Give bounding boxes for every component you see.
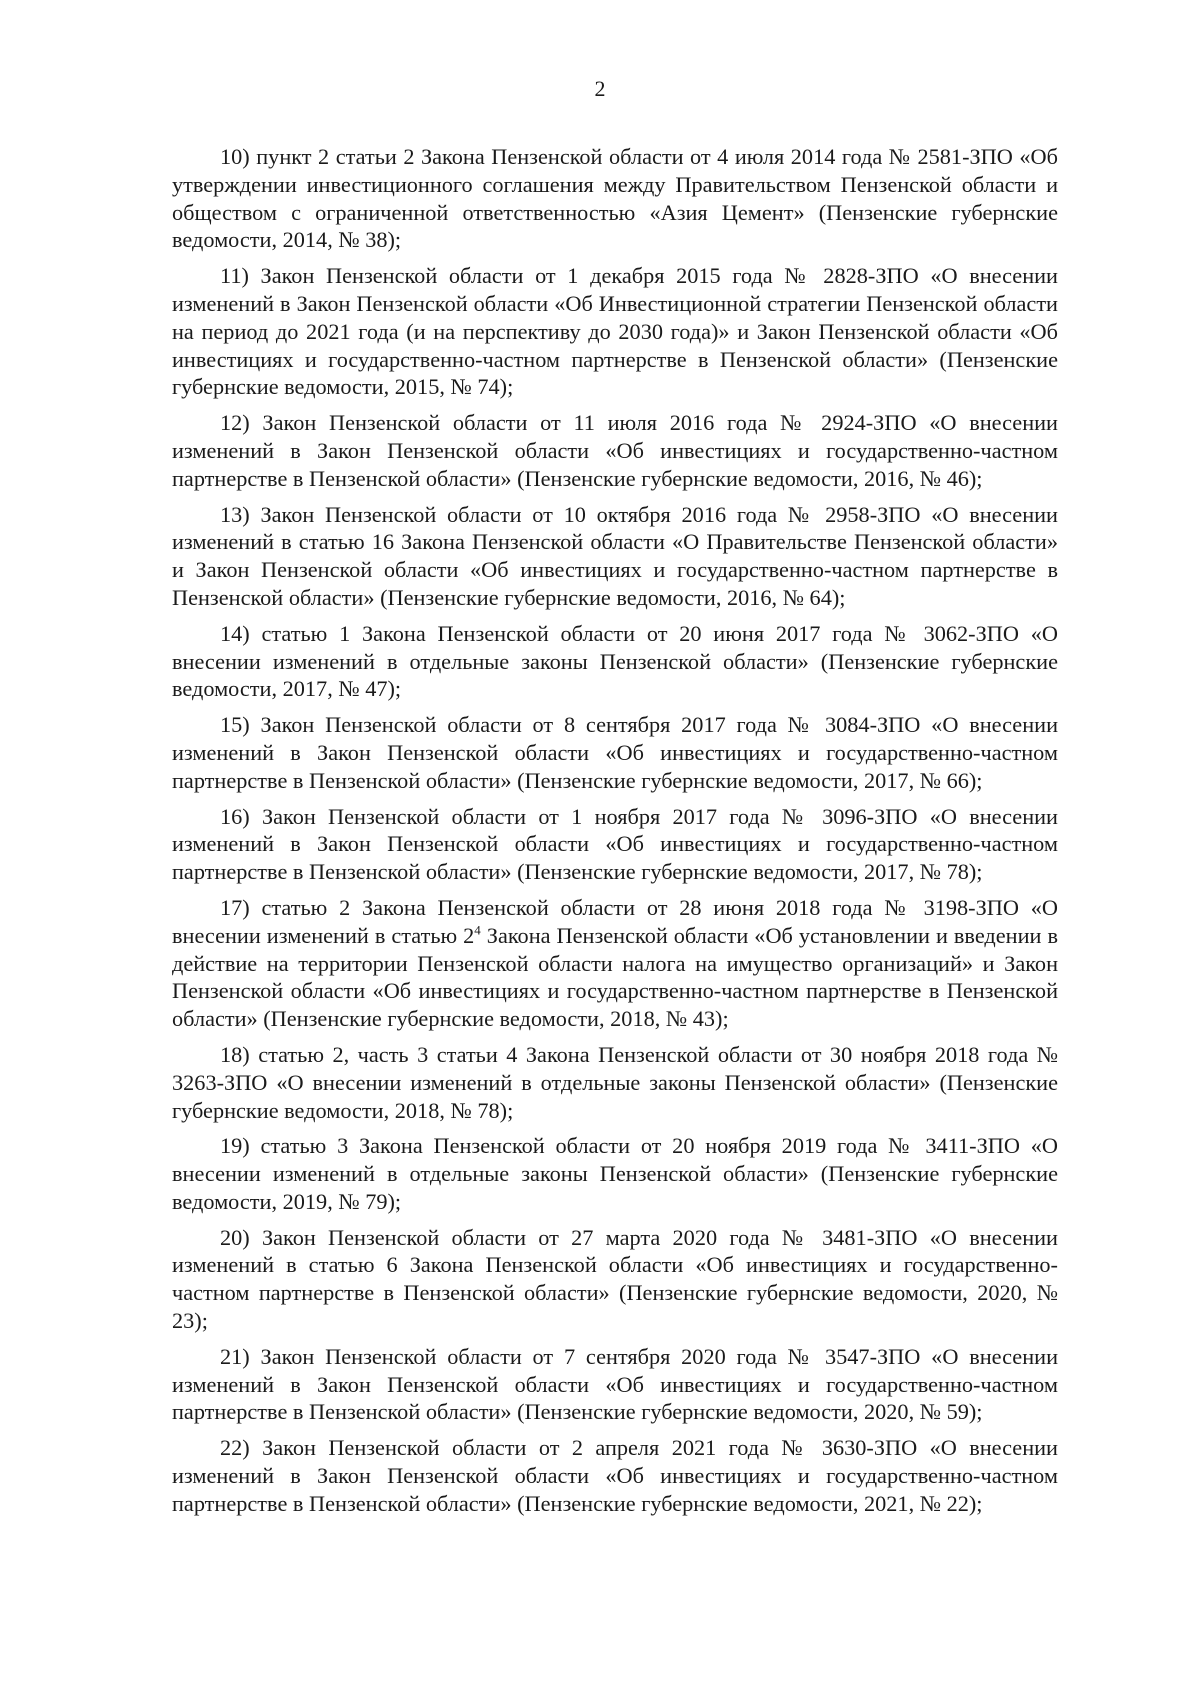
list-item-13: 13) Закон Пензенской области от 10 октября 2016 года № 2958-ЗПО «О внесении изменений в статью 16 Закона Пензенской области «О Правительстве Пензенской области» и Закон Пензенской области «Об инвестициях и государственно-частном партнерстве в Пензенской области» (Пензенские губернские ведомости, 2016, № 64); (172, 501, 1058, 610)
list-item-21: 21) Закон Пензенской области от 7 сентября 2020 года № 3547-ЗПО «О внесении изменений в Закон Пензенской области «Об инвестициях и государственно-частном партнерстве в Пензенской области» (Пензенские губернские ведомости, 2020, № 59); (172, 1343, 1058, 1425)
document-body (172, 143, 1058, 1526)
list-item-14: 14) статью 1 Закона Пензенской области от 20 июня 2017 года № 3062-ЗПО «О внесении изменений в отдельные законы Пензенской области» (Пензенские губернские ведомости, 2017, № 47); (172, 620, 1058, 702)
list-item-17 (172, 894, 1058, 1033)
list-item-17-superscript: 4 (474, 922, 481, 938)
list-item-12: 12) Закон Пензенской области от 11 июля 2016 года № 2924-ЗПО «О внесении изменений в Закон Пензенской области «Об инвестициях и государственно-частном партнерстве в Пензенской области» (Пензенские губернские ведомости, 2016, № 46); (172, 410, 1058, 491)
list-item-19: 19) статью 3 Закона Пензенской области от 20 ноября 2019 года № 3411-ЗПО «О внесении изменений в отдельные законы Пензенской области» (Пензенские губернские ведомости, 2019, № 79); (172, 1133, 1058, 1214)
list-item-11: 11) Закон Пензенской области от 1 декабря 2015 года № 2828-ЗПО «О внесении изменений в Закон Пензенской области «Об Инвестиционной стратегии Пензенской области на период до 2021 года (и на перспективу до 2030 года)» и Закон Пензенской области «Об инвестициях и государственно-частном партнерстве в Пензенской области» (Пензенские губернские ведомости, 2015, № 74); (172, 263, 1058, 400)
list-item-10: 10) пункт 2 статьи 2 Закона Пензенской области от 4 июля 2014 года № 2581-ЗПО «Об утверждении инвестиционного соглашения между Правительством Пензенской области и обществом с ограниченной ответственностью «Азия Цемент» (Пензенские губернские ведомости, 2014, № 38); (172, 144, 1058, 253)
page-number: 2 (594, 76, 606, 101)
list-item-18: 18) статью 2, часть 3 статьи 4 Закона Пензенской области от 30 ноября 2018 года № 3263-ЗПО «О внесении изменений в отдельные законы Пензенской области» (Пензенские губернские ведомости, 2018, № 78); (172, 1041, 1058, 1123)
list-item-17-text-before: 17) статью 2 Закона Пензенской области от 28 июня 2018 года № 3198-ЗПО «О внесении изменений в статью 2 (172, 894, 1058, 948)
list-item-20: 20) Закон Пензенской области от 27 марта 2020 года № 3481-ЗПО «О внесении изменений в статью 6 Закона Пензенской области «Об инвестициях и государственно-частном партнерстве в Пензенской области» (Пензенские губернские ведомости, 2020, № 23); (172, 1224, 1058, 1334)
list-item-16: 16) Закон Пензенской области от 1 ноября 2017 года № 3096-ЗПО «О внесении изменений в Закон Пензенской области «Об инвестициях и государственно-частном партнерстве в Пензенской области» (Пензенские губернские ведомости, 2017, № 78); (172, 803, 1058, 885)
list-item-17-text-after: Закона Пензенской области «Об установлении и введении в действие на территории Пензенской области налога на имущество организаций» и Закон Пензенской области «Об инвестициях и государственно-частном партнерстве в Пензенской области» (Пензенские губернские ведомости, 2018, № 43); (172, 922, 1058, 1032)
list-item-22: 22) Закон Пензенской области от 2 апреля 2021 года № 3630-ЗПО «О внесении изменений в Закон Пензенской области «Об инвестициях и государственно-частном партнерстве в Пензенской области» (Пензенские губернские ведомости, 2021, № 22); (172, 1435, 1058, 1516)
list-item-15: 15) Закон Пензенской области от 8 сентября 2017 года № 3084-ЗПО «О внесении изменений в Закон Пензенской области «Об инвестициях и государственно-частном партнерстве в Пензенской области» (Пензенские губернские ведомости, 2017, № 66); (172, 712, 1058, 793)
